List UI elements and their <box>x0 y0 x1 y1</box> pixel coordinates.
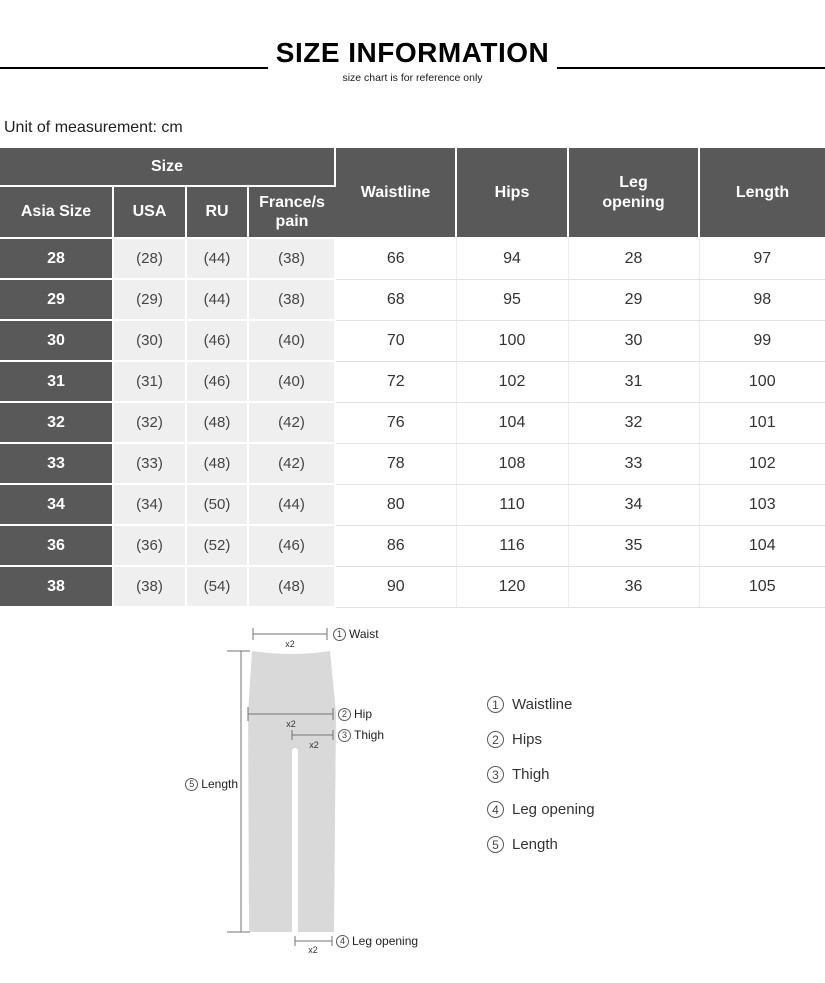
cell-asia: 31 <box>0 361 113 402</box>
header-france-spain-text: France/s pain <box>259 193 325 230</box>
cell-hips: 102 <box>456 361 568 402</box>
cell-leg_opening: 33 <box>568 443 699 484</box>
circled-number-icon: 2 <box>338 708 351 721</box>
table-row <box>0 402 825 443</box>
length-measure-line <box>227 651 250 932</box>
legend-item-leg-opening <box>487 799 595 820</box>
diagram-label-length <box>184 777 238 791</box>
cell-france: (44) <box>248 484 335 525</box>
cell-leg_opening: 29 <box>568 279 699 320</box>
table-row <box>0 320 825 361</box>
table-row <box>0 525 825 566</box>
table-row <box>0 566 825 607</box>
table-row <box>0 361 825 402</box>
pants-diagram <box>0 610 825 960</box>
cell-waistline: 70 <box>335 320 456 361</box>
cell-hips: 108 <box>456 443 568 484</box>
cell-length: 105 <box>699 566 825 607</box>
page-subtitle: size chart is for reference only <box>342 72 483 84</box>
measurement-legend <box>487 694 595 869</box>
legend-label: Hips <box>512 731 543 748</box>
cell-hips: 95 <box>456 279 568 320</box>
legend-item-thigh <box>487 764 595 785</box>
circled-number-icon: 4 <box>487 801 504 818</box>
cell-length: 103 <box>699 484 825 525</box>
cell-waistline: 66 <box>335 238 456 279</box>
diagram-label-thigh <box>338 728 384 742</box>
cell-ru: (46) <box>186 320 248 361</box>
cell-france: (38) <box>248 279 335 320</box>
header-leg-opening-text: Leg opening <box>602 173 665 211</box>
thigh-x2-label: x2 <box>309 740 319 750</box>
cell-waistline: 68 <box>335 279 456 320</box>
cell-length: 98 <box>699 279 825 320</box>
cell-leg_opening: 30 <box>568 320 699 361</box>
cell-leg_opening: 28 <box>568 238 699 279</box>
cell-waistline: 86 <box>335 525 456 566</box>
diagram-label-text: Leg opening <box>352 934 419 948</box>
cell-france: (40) <box>248 320 335 361</box>
cell-length: 100 <box>699 361 825 402</box>
page-title: SIZE INFORMATION <box>275 37 550 68</box>
cell-leg_opening: 34 <box>568 484 699 525</box>
cell-ru: (48) <box>186 402 248 443</box>
cell-waistline: 78 <box>335 443 456 484</box>
table-row <box>0 279 825 320</box>
cell-france: (40) <box>248 361 335 402</box>
cell-usa: (28) <box>113 238 186 279</box>
legend-item-length <box>487 834 595 855</box>
cell-france: (38) <box>248 238 335 279</box>
header-waistline: Waistline <box>335 148 456 238</box>
circled-number-icon: 4 <box>336 935 349 948</box>
waist-measure-line <box>253 628 327 649</box>
cell-france: (48) <box>248 566 335 607</box>
cell-ru: (46) <box>186 361 248 402</box>
cell-asia: 30 <box>0 320 113 361</box>
pants-shape <box>248 651 336 932</box>
cell-hips: 120 <box>456 566 568 607</box>
header-asia-size: Asia Size <box>0 186 113 238</box>
header-ru: RU <box>186 186 248 238</box>
leg-opening-measure-line <box>295 936 332 955</box>
header-usa: USA <box>113 186 186 238</box>
circled-number-icon: 1 <box>333 628 346 641</box>
cell-usa: (30) <box>113 320 186 361</box>
cell-length: 104 <box>699 525 825 566</box>
cell-hips: 94 <box>456 238 568 279</box>
cell-length: 101 <box>699 402 825 443</box>
cell-length: 102 <box>699 443 825 484</box>
cell-france: (42) <box>248 402 335 443</box>
cell-france: (46) <box>248 525 335 566</box>
cell-asia: 29 <box>0 279 113 320</box>
cell-ru: (44) <box>186 238 248 279</box>
cell-leg_opening: 36 <box>568 566 699 607</box>
circled-number-icon: 2 <box>487 731 504 748</box>
cell-asia: 33 <box>0 443 113 484</box>
cell-leg_opening: 35 <box>568 525 699 566</box>
cell-ru: (54) <box>186 566 248 607</box>
circled-number-icon: 3 <box>487 766 504 783</box>
unit-of-measurement-label: Unit of measurement: cm <box>4 119 183 136</box>
cell-ru: (48) <box>186 443 248 484</box>
cell-ru: (52) <box>186 525 248 566</box>
cell-asia: 34 <box>0 484 113 525</box>
circled-number-icon: 5 <box>185 778 198 791</box>
cell-hips: 116 <box>456 525 568 566</box>
header-length: Length <box>699 148 825 238</box>
diagram-label-text: Waist <box>349 627 379 641</box>
leg-opening-x2-label: x2 <box>308 945 318 955</box>
cell-ru: (50) <box>186 484 248 525</box>
cell-waistline: 90 <box>335 566 456 607</box>
diagram-label-waist <box>333 627 379 641</box>
cell-usa: (36) <box>113 525 186 566</box>
cell-hips: 104 <box>456 402 568 443</box>
cell-hips: 110 <box>456 484 568 525</box>
legend-label: Leg opening <box>512 801 595 818</box>
diagram-label-text: Thigh <box>354 728 385 742</box>
cell-hips: 100 <box>456 320 568 361</box>
diagram-label-hip <box>338 707 372 721</box>
table-row <box>0 484 825 525</box>
size-table-body <box>0 238 825 607</box>
cell-waistline: 72 <box>335 361 456 402</box>
cell-usa: (38) <box>113 566 186 607</box>
cell-asia: 38 <box>0 566 113 607</box>
cell-asia: 36 <box>0 525 113 566</box>
diagram-label-text: Length <box>201 777 238 791</box>
cell-ru: (44) <box>186 279 248 320</box>
waist-x2-label: x2 <box>285 639 295 649</box>
circled-number-icon: 5 <box>487 836 504 853</box>
legend-item-waistline <box>487 694 595 715</box>
diagram-label-text: Hip <box>354 707 373 721</box>
header-leg-opening <box>568 148 699 238</box>
header-hips: Hips <box>456 148 568 238</box>
legend-item-hips <box>487 729 595 750</box>
header-size-group: Size <box>0 148 335 186</box>
legend-label: Length <box>512 836 558 853</box>
cell-usa: (34) <box>113 484 186 525</box>
cell-length: 99 <box>699 320 825 361</box>
table-row <box>0 443 825 484</box>
circled-number-icon: 3 <box>338 729 351 742</box>
legend-label: Waistline <box>512 696 573 713</box>
circled-number-icon: 1 <box>487 696 504 713</box>
cell-usa: (33) <box>113 443 186 484</box>
table-row <box>0 238 825 279</box>
cell-waistline: 80 <box>335 484 456 525</box>
cell-leg_opening: 32 <box>568 402 699 443</box>
size-table <box>0 148 825 608</box>
cell-waistline: 76 <box>335 402 456 443</box>
legend-label: Thigh <box>512 766 550 783</box>
cell-length: 97 <box>699 238 825 279</box>
diagram-label-leg-opening <box>336 934 418 948</box>
cell-usa: (32) <box>113 402 186 443</box>
cell-usa: (31) <box>113 361 186 402</box>
cell-leg_opening: 31 <box>568 361 699 402</box>
cell-asia: 32 <box>0 402 113 443</box>
cell-usa: (29) <box>113 279 186 320</box>
hip-x2-label: x2 <box>286 719 296 729</box>
cell-france: (42) <box>248 443 335 484</box>
header-france-spain <box>248 186 335 238</box>
cell-asia: 28 <box>0 238 113 279</box>
